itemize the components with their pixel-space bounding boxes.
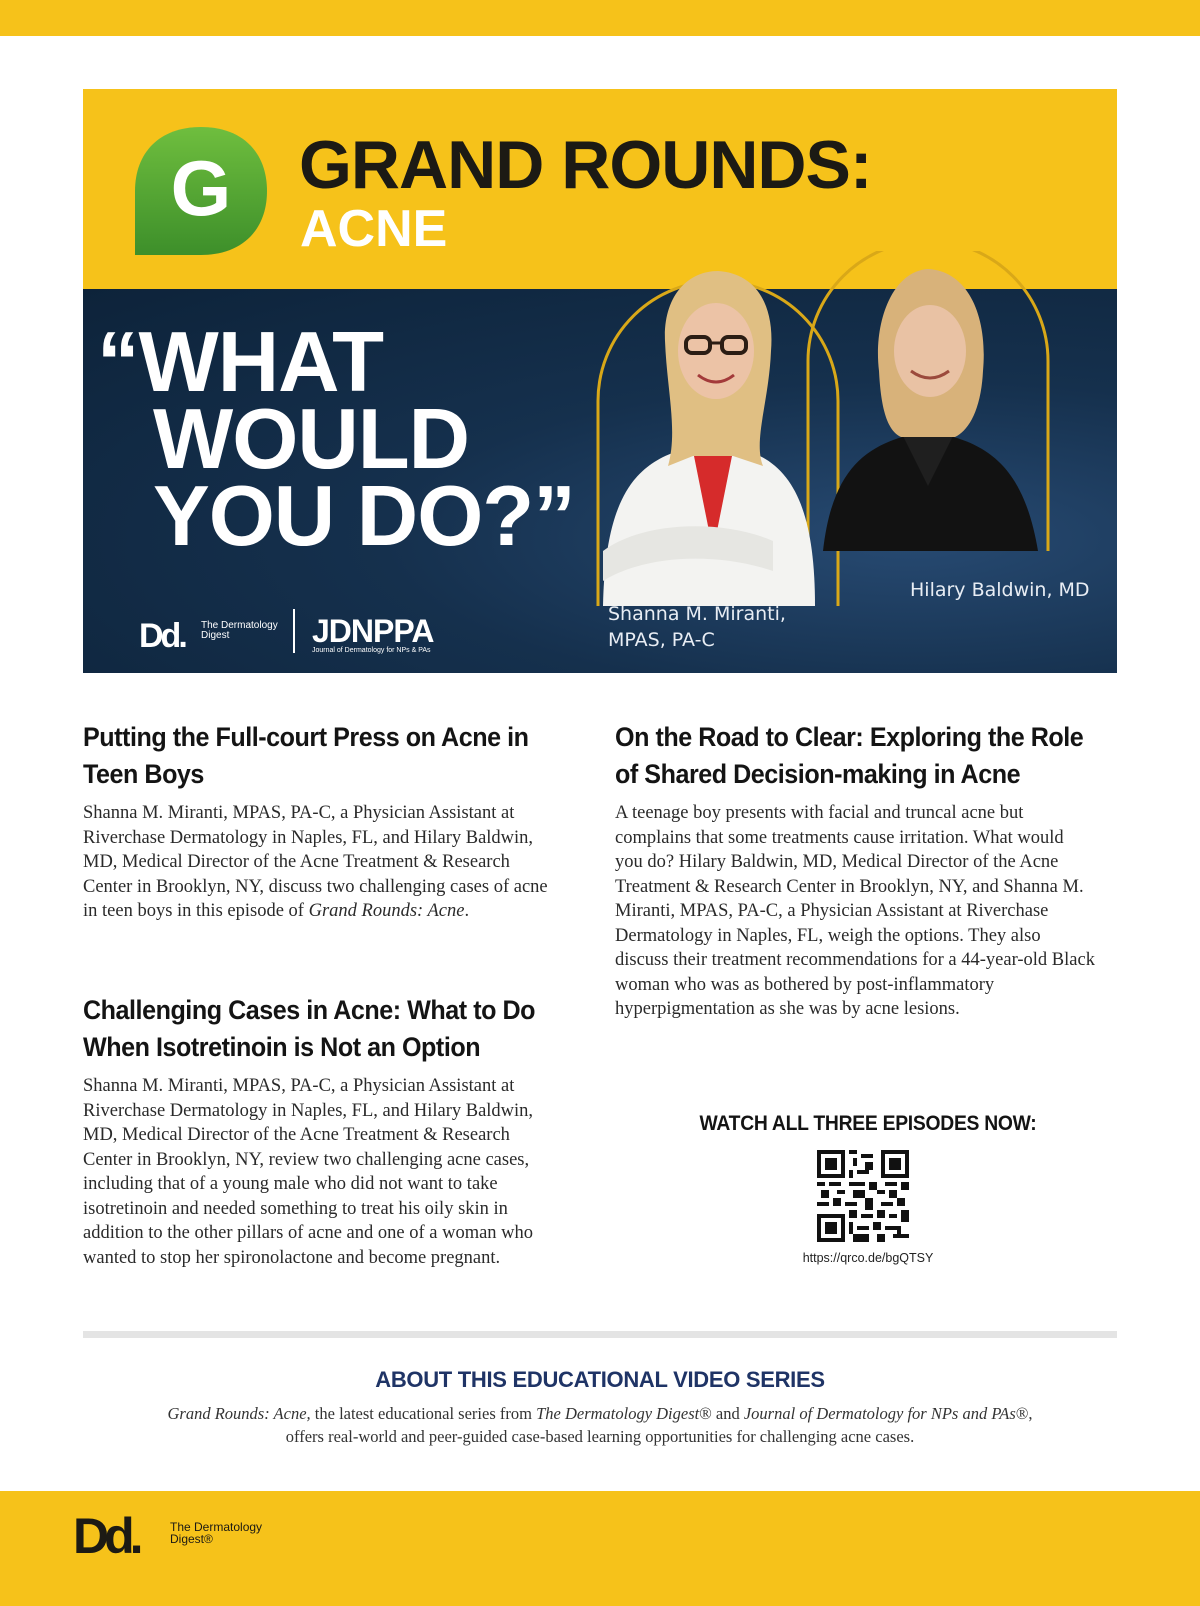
article-body: Shanna M. Miranti, MPAS, PA-C, a Physician Assistant at Riverchase Dermatology in Naples, FL, and Hilary Baldwin, MD, Medical Director of the Acne Treatment & Research Center in Brooklyn, NY, review two challenging acne cases, including that of a young male who did not want to take isotretinoin and needed something to treat his oily skin in addition to the other pillars of acne and one of a woman who wanted to stop her spironolactone and become pregnant. xyxy=(83,1076,534,1268)
svg-text:G: G xyxy=(170,144,232,232)
article-body: Shanna M. Miranti, MPAS, PA-C, a Physician Assistant at Riverchase Dermatology in Naples, FL, and Hilary Baldwin, MD, Medical Director of the Acne Treatment & Research Center in Brooklyn, NY, discuss two challenging cases of acne in teen boys in this episode of Grand Rounds: Acne. xyxy=(83,803,548,921)
jdnppa-tagline: Journal of Dermatology for NPs & PAs xyxy=(312,647,431,654)
article-shared-decision xyxy=(615,719,1095,1022)
about-series-text: Grand Rounds: Acne, the latest educational series from The Dermatology Digest® and Journal of Dermatology for NPs and PAs®, offers real-world and peer-guided case-based learning opportunities for challenging acne cases. xyxy=(167,1404,1033,1446)
top-accent-bar xyxy=(0,0,1200,36)
portrait-shanna-miranti xyxy=(603,271,815,606)
article-title[interactable]: Putting the Full-court Press on Acne in Teen Boys xyxy=(83,722,529,789)
section-divider xyxy=(83,1331,1117,1338)
footer-dd-label: The Dermatology Digest® xyxy=(170,1520,263,1546)
speaker-name-shanna: Shanna M. Miranti, MPAS, PA-C xyxy=(608,603,786,651)
speaker-name-hilary: Hilary Baldwin, MD xyxy=(910,579,1090,601)
quote-line-3: YOU DO?” xyxy=(153,469,575,564)
article-teen-boys xyxy=(83,719,563,924)
dd-logo-mark: Dd. xyxy=(139,617,185,655)
article-isotretinoin xyxy=(83,992,563,1270)
footer-bar xyxy=(0,1491,1200,1606)
article-title[interactable]: On the Road to Clear: Exploring the Role of Shared Decision-making in Acne xyxy=(615,722,1084,789)
watch-heading: WATCH ALL THREE EPISODES NOW: xyxy=(699,1112,1037,1135)
quote-line-1: “WHAT xyxy=(97,315,384,410)
series-title: GRAND ROUNDS: xyxy=(299,127,872,203)
about-series-heading: ABOUT THIS EDUCATIONAL VIDEO SERIES xyxy=(375,1367,825,1392)
jdnppa-logo: JDNPPA xyxy=(312,613,434,649)
watch-episodes-block xyxy=(620,1112,1116,1265)
article-body: A teenage boy presents with facial and truncal acne but complains that some treatments cause irritation. What would you do? Hilary Baldwin, MD, Medical Director of the Acne Treatment & Research Center in Brooklyn, NY, and Shanna M. Miranti, MPAS, PA-C, a Physician Assistant at Riverchase Dermatology in Naples, FL, weigh the options. They also discuss their treatment recommendations for a 44-year-old Black woman who was as bothered by post-inflammatory hyperpigmentation as she was by acne lesions. xyxy=(615,803,1095,1019)
article-title[interactable]: Challenging Cases in Acne: What to Do When Isotretinoin is Not an Option xyxy=(83,995,536,1062)
speaker-portraits xyxy=(583,251,1083,611)
footer-dd-logo: Dd. xyxy=(73,1508,139,1564)
headline-quote xyxy=(97,315,575,564)
brand-divider xyxy=(293,609,295,653)
series-subtitle: ACNE xyxy=(300,200,448,258)
grand-rounds-g-logo xyxy=(135,127,267,255)
qr-code-icon[interactable] xyxy=(817,1150,909,1242)
dd-logo-label: The Dermatology Digest xyxy=(201,620,278,641)
hero-banner xyxy=(83,89,1117,673)
quote-line-2: WOULD xyxy=(153,392,470,487)
portrait-hilary-baldwin xyxy=(823,269,1038,551)
qr-url[interactable]: https://qrco.de/bgQTSY xyxy=(802,1251,934,1265)
